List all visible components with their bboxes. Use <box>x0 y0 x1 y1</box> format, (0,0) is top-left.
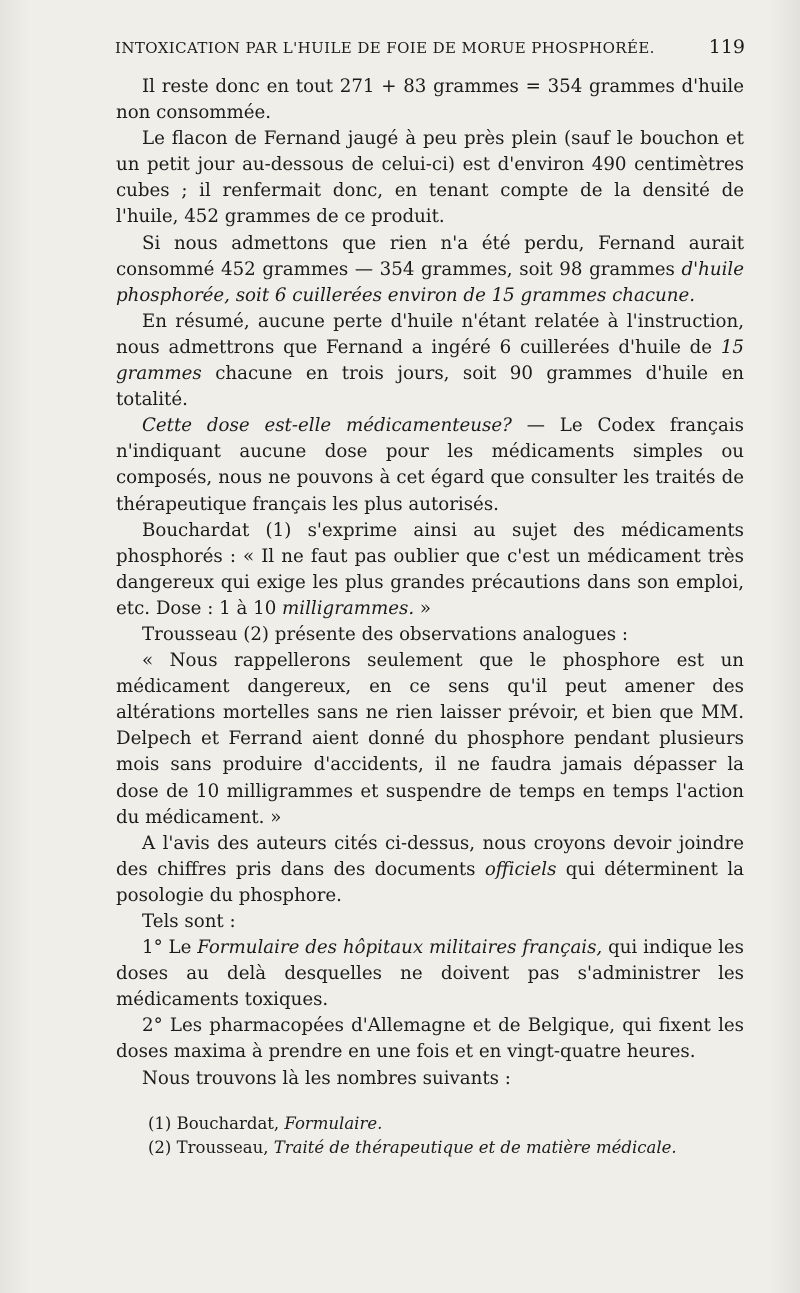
paragraph-tels-sont: Tels sont : <box>142 911 236 932</box>
paragraph-pharmacopees: 2° Les pharmacopées d'Allemagne et de Belgique, qui fixent les doses maxima à prendre en une fois et en vingt-quatre heures. <box>116 1015 744 1063</box>
paragraph-trousseau-quote: « Nous rappellerons seulement que le phosphore est un médicament dangereux, en ce sens qu'il peut amener des altérations mortelles sans ne rien laisser prévoir, et bien que MM. Delpech et Ferrand aient donné du phosphore pendant plusieurs mois sans produire d'accidents, il ne faudra jamais dépasser la dose de 10 milligrammes et suspendre de temps en temps l'action du médicament. » <box>116 650 744 828</box>
footnote-2: (2) Trousseau, Traité de thérapeutique et de matière médicale. <box>148 1138 677 1157</box>
running-title: INTOXICATION PAR L'HUILE DE FOIE DE MORUE PHOSPHORÉE. <box>115 39 655 57</box>
paragraph-formulaire-militaire: 1° Le Formulaire des hôpitaux militaires français, qui indique les doses au delà desquelles ne doivent pas s'administrer les médicaments toxiques. <box>116 937 744 1011</box>
paragraph-consumption: Si nous admettons que rien n'a été perdu, Fernand aurait consommé 452 grammes — 354 grammes, soit 98 grammes d'huile phosphorée, soit 6 cuillerées environ de 15 grammes chacune. <box>116 232 744 306</box>
paragraph-flask-volume: Le flacon de Fernand jaugé à peu près plein (sauf le bouchon et un petit jour au-dessous de celui-ci) est d'environ 490 centimètres cubes ; il renfermait donc, en tenant compte de la densité de l'huile, 452 grammes de ce produit. <box>116 128 744 228</box>
paragraph-summary: En résumé, aucune perte d'huile n'étant relatée à l'instruction, nous admettrons que Fernand a ingéré 6 cuillerées d'huile de 15 grammes chacune en trois jours, soit 90 grammes d'huile en totalité. <box>116 310 744 411</box>
paragraph-remaining-oil: Il reste donc en tout 271 + 83 grammes = 354 grammes d'huile non consommée. <box>116 76 744 124</box>
paragraph-bouchardat: Bouchardat (1) s'exprime ainsi au sujet des médicaments phosphorés : « Il ne faut pas oublier que c'est un médicament très dangereux qui exige les plus grandes précautions dans son emploi, etc. Dose : 1 à 10 milligrammes. » <box>116 519 744 619</box>
paragraph-nombres-suivants: Nous trouvons là les nombres suivants : <box>142 1067 511 1089</box>
footnotes <box>148 1112 748 1160</box>
paragraph-official-documents: A l'avis des auteurs cités ci-dessus, nous croyons devoir joindre des chiffres pris dans des documents officiels qui déterminent la posologie du phosphore. <box>116 832 744 906</box>
page-body <box>116 74 744 1092</box>
page-header <box>115 36 745 58</box>
page-number: 119 <box>708 36 745 58</box>
paragraph-trousseau-intro: Trousseau (2) présente des observations analogues : <box>142 623 629 645</box>
paragraph-dose-question: Cette dose est-elle médicamenteuse? — Le Codex français n'indiquant aucune dose pour les médicaments simples ou composés, nous ne pouvons à cet égard que consulter les traités de thérapeutique français les plus autorisés. <box>116 415 744 515</box>
footnote-1: (1) Bouchardat, Formulaire. <box>148 1114 383 1133</box>
